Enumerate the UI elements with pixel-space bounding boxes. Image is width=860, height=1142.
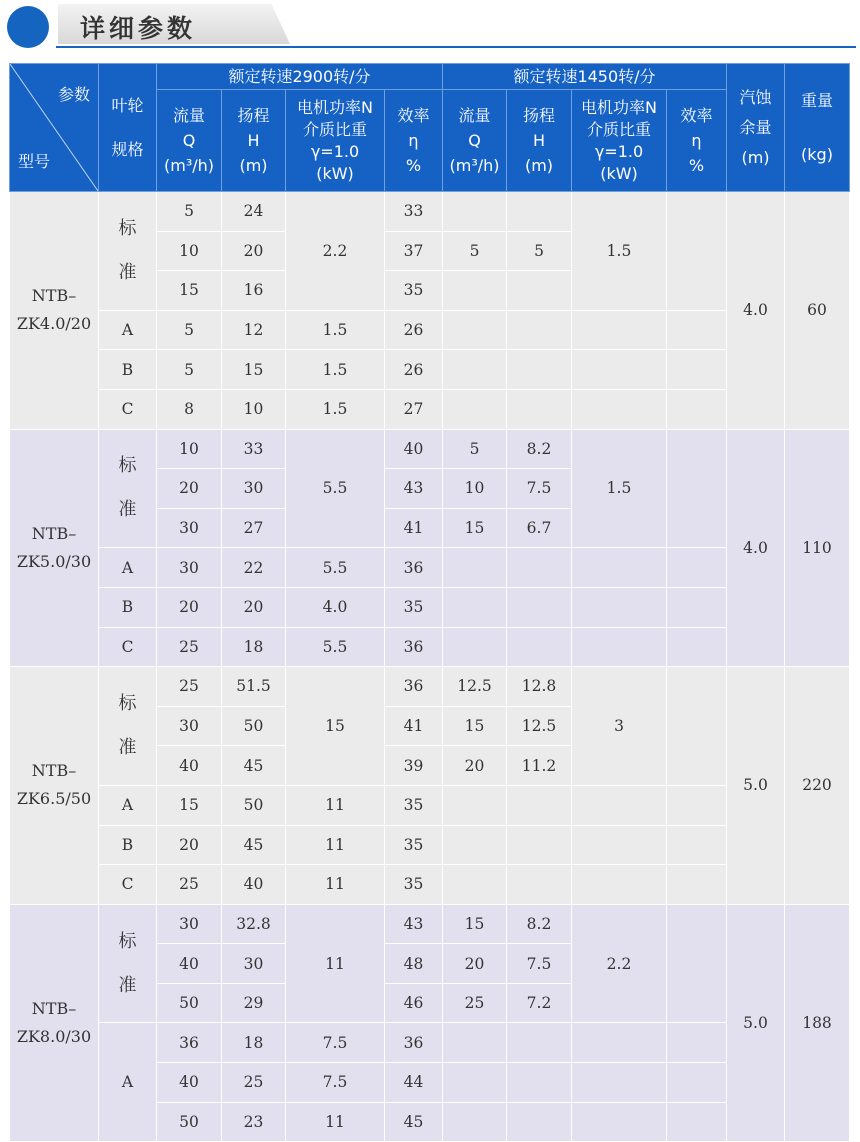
power-value: 1.5 <box>286 310 385 350</box>
efficiency-value: 43 <box>385 904 443 944</box>
head-low-value: 5 <box>507 231 572 271</box>
flow-low-value: 20 <box>443 746 507 786</box>
flow-low-value: 25 <box>443 983 507 1023</box>
head-value: 20 <box>222 231 286 271</box>
flow-value: 5 <box>157 310 222 350</box>
flow-value: 20 <box>157 825 222 865</box>
head-value: 27 <box>222 508 286 548</box>
header-npsh-line2: 余量 <box>739 117 772 137</box>
flow-value: 20 <box>157 469 222 509</box>
spec-table <box>9 63 850 1142</box>
efficiency-value: 44 <box>385 1063 443 1103</box>
flow-low-value <box>443 271 507 311</box>
efficiency-value: 41 <box>385 706 443 746</box>
head-value: 22 <box>222 548 286 588</box>
efficiency-value: 35 <box>385 271 443 311</box>
header-flow: 流量 Q (m³/h) <box>157 90 222 192</box>
head-low-value: 7.5 <box>507 469 572 509</box>
power-value: 11 <box>286 865 385 905</box>
power-value: 1.5 <box>286 350 385 390</box>
header-head: 扬程 H (m) <box>222 90 286 192</box>
efficiency-low-value <box>667 667 727 786</box>
model-cell: NTB– ZK8.0/30 <box>10 904 99 1142</box>
spec-standard-cell: 标 准 <box>99 667 157 786</box>
spec-value: A <box>99 548 157 588</box>
model-cell: NTB– ZK6.5/50 <box>10 667 99 905</box>
efficiency-value: 36 <box>385 548 443 588</box>
model-cell: NTB– ZK5.0/30 <box>10 429 99 667</box>
efficiency-value: 41 <box>385 508 443 548</box>
flow-low-value: 10 <box>443 469 507 509</box>
power-low-value: 1.5 <box>572 429 667 548</box>
head-value: 30 <box>222 469 286 509</box>
efficiency-value: 37 <box>385 231 443 271</box>
head-value: 10 <box>222 389 286 429</box>
head-low-value <box>507 271 572 311</box>
head-value: 20 <box>222 587 286 627</box>
spec-value: C <box>99 865 157 905</box>
efficiency-value: 26 <box>385 350 443 390</box>
flow-value: 25 <box>157 865 222 905</box>
power-value: 2.2 <box>286 192 385 311</box>
head-value: 30 <box>222 944 286 984</box>
power-value: 11 <box>286 904 385 1023</box>
power-value: 5.5 <box>286 627 385 667</box>
page-title: 详细参数 <box>80 14 197 43</box>
section-title-bar <box>0 0 860 50</box>
flow-value: 10 <box>157 429 222 469</box>
flow-low-value: 15 <box>443 904 507 944</box>
table-row <box>10 350 850 390</box>
flow-low-value <box>443 192 507 232</box>
header-impeller <box>99 64 157 192</box>
header-speed-2900: 额定转速2900转/分 <box>157 64 443 90</box>
table-row <box>10 192 850 232</box>
efficiency-value: 36 <box>385 627 443 667</box>
flow-value: 8 <box>157 389 222 429</box>
table-row <box>10 1023 850 1063</box>
flow-low-value: 5 <box>443 231 507 271</box>
flow-value: 10 <box>157 231 222 271</box>
power-value: 4.0 <box>286 587 385 627</box>
head-low-value: 12.8 <box>507 667 572 707</box>
header-weight-line1: 重量 <box>800 90 833 110</box>
efficiency-value: 35 <box>385 587 443 627</box>
efficiency-value: 40 <box>385 429 443 469</box>
flow-value: 20 <box>157 587 222 627</box>
flow-value: 40 <box>157 746 222 786</box>
power-value: 11 <box>286 825 385 865</box>
efficiency-value: 26 <box>385 310 443 350</box>
header-power-low: 电机功率N 介质比重 γ=1.0 (kW) <box>572 90 667 192</box>
head-value: 24 <box>222 192 286 232</box>
spec-standard-cell: 标 准 <box>99 192 157 311</box>
table-row <box>10 904 850 944</box>
head-low-value: 8.2 <box>507 904 572 944</box>
flow-value: 40 <box>157 1063 222 1103</box>
header-param: 参数 <box>57 85 90 104</box>
header-weight-line2: (kg) <box>801 144 833 164</box>
model-group-zk8 <box>10 904 850 1142</box>
header-npsh <box>727 64 785 192</box>
header-npsh-line1: 汽蚀 <box>739 87 772 107</box>
head-value: 16 <box>222 271 286 311</box>
head-value: 33 <box>222 429 286 469</box>
efficiency-value: 27 <box>385 389 443 429</box>
flow-value: 25 <box>157 627 222 667</box>
title-underline <box>56 46 856 48</box>
weight-value: 60 <box>785 192 850 430</box>
head-low-value: 8.2 <box>507 429 572 469</box>
table-row <box>10 389 850 429</box>
power-low-value: 1.5 <box>572 192 667 311</box>
npsh-value: 4.0 <box>727 192 785 430</box>
model-group-zk4 <box>10 192 850 430</box>
model-group-zk6 <box>10 667 850 905</box>
power-value: 7.5 <box>286 1063 385 1103</box>
power-value: 15 <box>286 667 385 786</box>
head-value: 51.5 <box>222 667 286 707</box>
power-low-value: 2.2 <box>572 904 667 1023</box>
header-head-low: 扬程 H (m) <box>507 90 572 192</box>
table-header <box>10 64 850 192</box>
flow-value: 50 <box>157 1102 222 1142</box>
efficiency-value: 46 <box>385 983 443 1023</box>
head-low-value: 11.2 <box>507 746 572 786</box>
head-value: 18 <box>222 1023 286 1063</box>
table-row <box>10 825 850 865</box>
spec-standard-cell: 标 准 <box>99 904 157 1023</box>
spec-value: A <box>99 310 157 350</box>
efficiency-value: 36 <box>385 1023 443 1063</box>
flow-value: 5 <box>157 192 222 232</box>
efficiency-value: 35 <box>385 785 443 825</box>
power-value: 5.5 <box>286 548 385 588</box>
flow-low-value: 12.5 <box>443 667 507 707</box>
npsh-value: 4.0 <box>727 429 785 667</box>
flow-value: 40 <box>157 944 222 984</box>
flow-low-value: 15 <box>443 508 507 548</box>
head-value: 50 <box>222 706 286 746</box>
efficiency-value: 48 <box>385 944 443 984</box>
spec-standard-cell: 标 准 <box>99 429 157 548</box>
spec-value: B <box>99 825 157 865</box>
header-param-model-cell <box>10 64 99 192</box>
table-row <box>10 865 850 905</box>
flow-low-value: 5 <box>443 429 507 469</box>
efficiency-value: 43 <box>385 469 443 509</box>
flow-value: 25 <box>157 667 222 707</box>
table-row <box>10 548 850 588</box>
efficiency-low-value <box>667 192 727 311</box>
flow-low-value: 20 <box>443 944 507 984</box>
head-value: 32.8 <box>222 904 286 944</box>
model-cell: NTB– ZK4.0/20 <box>10 192 99 430</box>
spec-value: A <box>99 785 157 825</box>
table-row <box>10 587 850 627</box>
efficiency-value: 36 <box>385 667 443 707</box>
flow-value: 15 <box>157 785 222 825</box>
flow-value: 30 <box>157 706 222 746</box>
head-low-value: 7.5 <box>507 944 572 984</box>
header-flow-low: 流量 Q (m³/h) <box>443 90 507 192</box>
flow-value: 36 <box>157 1023 222 1063</box>
head-low-value: 6.7 <box>507 508 572 548</box>
efficiency-value: 35 <box>385 865 443 905</box>
title-bullet-icon <box>7 6 49 48</box>
table-row <box>10 429 850 469</box>
head-value: 45 <box>222 825 286 865</box>
table-row <box>10 785 850 825</box>
head-value: 23 <box>222 1102 286 1142</box>
header-impeller-line2: 规格 <box>111 139 144 159</box>
head-value: 25 <box>222 1063 286 1103</box>
header-impeller-line1: 叶轮 <box>111 95 144 115</box>
npsh-value: 5.0 <box>727 904 785 1142</box>
head-value: 29 <box>222 983 286 1023</box>
head-value: 45 <box>222 746 286 786</box>
head-value: 15 <box>222 350 286 390</box>
power-value: 7.5 <box>286 1023 385 1063</box>
flow-value: 50 <box>157 983 222 1023</box>
efficiency-value: 45 <box>385 1102 443 1142</box>
efficiency-low-value <box>667 429 727 548</box>
table-row <box>10 627 850 667</box>
flow-value: 15 <box>157 271 222 311</box>
spec-value: C <box>99 627 157 667</box>
spec-value: B <box>99 587 157 627</box>
flow-value: 30 <box>157 904 222 944</box>
head-low-value: 12.5 <box>507 706 572 746</box>
power-value: 11 <box>286 785 385 825</box>
header-model: 型号 <box>18 152 51 171</box>
flow-value: 5 <box>157 350 222 390</box>
head-value: 40 <box>222 865 286 905</box>
weight-value: 110 <box>785 429 850 667</box>
header-npsh-line3: (m) <box>741 147 770 167</box>
efficiency-value: 39 <box>385 746 443 786</box>
header-weight <box>785 64 850 192</box>
header-efficiency: 效率 η % <box>385 90 443 192</box>
efficiency-low-value <box>667 904 727 1023</box>
spec-value: B <box>99 350 157 390</box>
head-value: 18 <box>222 627 286 667</box>
head-value: 12 <box>222 310 286 350</box>
header-speed-1450: 额定转速1450转/分 <box>443 64 727 90</box>
flow-low-value: 15 <box>443 706 507 746</box>
head-low-value: 7.2 <box>507 983 572 1023</box>
spec-value: A <box>99 1023 157 1142</box>
table-row <box>10 310 850 350</box>
efficiency-value: 33 <box>385 192 443 232</box>
flow-value: 30 <box>157 508 222 548</box>
header-power: 电机功率N 介质比重 γ=1.0 (kW) <box>286 90 385 192</box>
weight-value: 220 <box>785 667 850 905</box>
npsh-value: 5.0 <box>727 667 785 905</box>
power-value: 5.5 <box>286 429 385 548</box>
header-efficiency-low: 效率 η % <box>667 90 727 192</box>
head-low-value <box>507 192 572 232</box>
power-value: 1.5 <box>286 389 385 429</box>
efficiency-value: 35 <box>385 825 443 865</box>
head-value: 50 <box>222 785 286 825</box>
table-row <box>10 667 850 707</box>
flow-value: 30 <box>157 548 222 588</box>
power-value: 11 <box>286 1102 385 1142</box>
power-low-value: 3 <box>572 667 667 786</box>
spec-value: C <box>99 389 157 429</box>
weight-value: 188 <box>785 904 850 1142</box>
model-group-zk5 <box>10 429 850 667</box>
